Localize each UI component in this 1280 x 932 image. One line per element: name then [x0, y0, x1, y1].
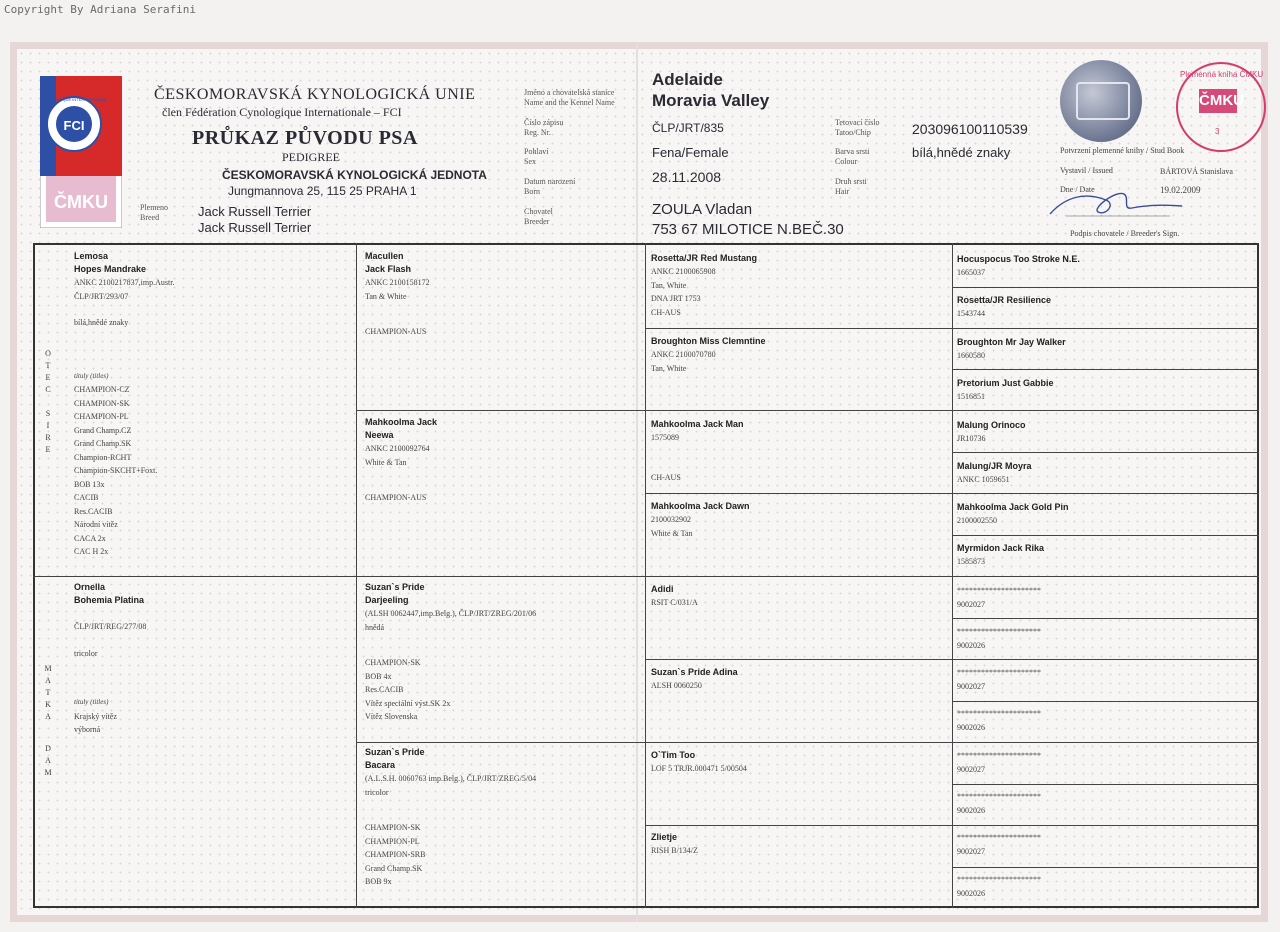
signature: [1046, 186, 1186, 222]
issued-value: BÁRTOVÁ Stanislava: [1160, 167, 1233, 176]
gen4-cell: ********************* 9002026: [957, 875, 1041, 898]
born-label: Datum narození Born: [524, 177, 576, 196]
gen4-cell: Malung Orinoco JR10736: [957, 420, 1026, 443]
gen4-cell: ********************* 9002026: [957, 709, 1041, 732]
sex-label: Pohlaví Sex: [524, 147, 549, 166]
breed-value: Jack Russell Terrier Jack Russell Terrier: [198, 204, 312, 235]
gen4-cell: ********************* 9002026: [957, 627, 1041, 650]
org-name: ČESKOMORAVSKÁ KYNOLOGICKÁ UNIE: [154, 86, 476, 103]
reg-label: Číslo zápisu Reg. Nr.: [524, 118, 564, 137]
document-subtitle: PEDIGREE: [282, 150, 340, 164]
gen4-cell: ********************* 9002027: [957, 586, 1041, 609]
gen4-cell: Rosetta/JR Resilience 1543744: [957, 295, 1052, 318]
grid-line: [952, 535, 1259, 536]
logo-fci-text: FCI: [63, 118, 85, 133]
grid-line: [952, 369, 1259, 370]
gen3-cell: Rosetta/JR Red Mustang ANKC 2100065908 Tan, White DNA JRT 1753 CH-AUS: [651, 253, 758, 317]
gen3-cell: Mahkoolma Jack Man 1575089 CH-AUS: [651, 419, 744, 482]
grid-line: [952, 287, 1259, 288]
gen3-cell: Broughton Miss Clemntine ANKC 2100070780 Tan, White: [651, 336, 766, 373]
grid-line: [645, 493, 1259, 494]
gen4-cell: ********************* 9002027: [957, 833, 1041, 856]
dog-name: Adelaide Moravia Valley: [652, 70, 770, 110]
grid-line: [645, 328, 1259, 329]
grid-line: [952, 452, 1259, 453]
date-label: Dne / Date: [1060, 185, 1095, 194]
dam-dam-cell: Suzan`s Pride Bacara (A.L.S.H. 0060763 imp.Belg.), ČLP/JRT/ZREG/5/04 tricolor CHAMPION-SK CHAMPION-PL CHAMPION-SRB Grand Champ.SK BOB 9x: [365, 747, 537, 886]
issued-label: Vystavil / Issued: [1060, 166, 1113, 175]
colour-value: bílá,hnědé znaky: [912, 145, 1011, 160]
gen4-cell: Myrmidon Jack Rika 1585873: [957, 543, 1045, 566]
org-membership: člen Fédération Cynologique Internationale – FCI: [162, 105, 402, 119]
gen3-cell: Adidi RSIT C/031/A: [651, 584, 698, 607]
gen4-cell: ********************* 9002027: [957, 751, 1041, 774]
grid-line: [356, 742, 1259, 743]
tattoo-value: 203096100110539: [912, 121, 1028, 137]
grid-line: [952, 243, 953, 908]
sex-value: Fena/Female: [652, 145, 729, 160]
breeder-label: Chovatel Breeder: [524, 207, 553, 226]
grid-line: [33, 576, 1259, 577]
signature-label: Podpis chovatele / Breeder's Sign.: [1070, 229, 1180, 238]
grid-line: [952, 701, 1259, 702]
grid-line: [952, 618, 1259, 619]
hair-label: Druh srsti Hair: [835, 177, 867, 196]
colour-label: Barva srsti Colour: [835, 147, 870, 166]
copyright-text: Copyright By Adriana Serafini: [4, 3, 197, 16]
gen4-cell: Malung/JR Moyra ANKC 1059651: [957, 461, 1032, 484]
grid-line: [645, 659, 1259, 660]
reg-value: ČLP/JRT/835: [652, 121, 724, 135]
sire-dam-cell: Mahkoolma Jack Neewa ANKC 2100092764 White & Tan CHAMPION-AUS: [365, 417, 438, 502]
dam-cell: Ornella Bohemia Platina ČLP/JRT/REG/277/08 tricolor tituly (titles) Krajský vítěz výborná: [74, 582, 147, 734]
stamp-logo: ČMKU: [1199, 89, 1237, 113]
hologram-emblem: [1076, 82, 1130, 120]
sire-sire-cell: Macullen Jack Flash ANKC 2100158172 Tan & White CHAMPION-AUS: [365, 251, 430, 336]
club-address: Jungmannova 25, 115 25 PRAHA 1: [228, 184, 417, 198]
dam-side-label: M A T K A D A M: [44, 664, 52, 777]
sire-side-label: O T E C S I R E: [45, 349, 51, 454]
studbook-label: Potvrzení plemenné knihy / Stud Book: [1060, 146, 1185, 155]
gen4-cell: Mahkoolma Jack Gold Pin 2100002550: [957, 502, 1069, 525]
grid-line: [952, 784, 1259, 785]
born-value: 28.11.2008: [652, 169, 722, 185]
grid-line: [356, 243, 357, 908]
grid-line: [952, 867, 1259, 868]
stamp-text: Plemenná kniha ČMKU: [1180, 70, 1264, 79]
fci-cmku-logo: [40, 76, 122, 228]
logo-ring-text: CYNOLOGIQUE INTERNATIONALE: [41, 97, 107, 102]
dam-sire-cell: Suzan`s Pride Darjeeling (ALSH 0062447,imp.Belg.), ČLP/JRT/ZREG/201/06 hnědá CHAMPION-SK BOB 4x Res.CACIB Vítěz speciální výst.SK 2x Vítěz Slovenska: [365, 582, 537, 721]
gen3-cell: Mahkoolma Jack Dawn 2100032902 White & Tan: [651, 501, 750, 538]
document-title: PRŮKAZ PŮVODU PSA: [192, 127, 418, 149]
gen4-cell: Pretorium Just Gabbie 1516851: [957, 378, 1054, 401]
club-name: ČESKOMORAVSKÁ KYNOLOGICKÁ JEDNOTA: [222, 168, 487, 182]
gen4-cell: ********************* 9002027: [957, 668, 1041, 691]
logo-cmku-text: ČMKU: [54, 192, 108, 212]
breed-label: Plemeno Breed: [140, 203, 168, 222]
stamp-number: 3: [1215, 127, 1220, 136]
tattoo-label: Tetovací číslo Tatoo/Chip: [835, 118, 880, 137]
gen4-cell: Broughton Mr Jay Walker 1660580: [957, 337, 1066, 360]
gen4-cell: ********************* 9002026: [957, 792, 1041, 815]
sire-cell: Lemosa Hopes Mandrake ANKC 2100217837,imp.Austr. ČLP/JRT/293/07 bílá,hnědé znaky tituly (titles) CHAMPION-CZ CHAMPION-SK CHAMPION-PL Grand Champ.CZ Grand Champ.SK Champion-RCHT Champion-SKCHT+Foxt. BOB 13x CACIB Res.CACIB Národní vítěz CACA 2x CAC H 2x: [74, 251, 175, 556]
grid-line: [645, 825, 1259, 826]
gen3-cell: O`Tim Too LOF 5 TRJR.000471 5/00504: [651, 750, 747, 773]
gen3-cell: Suzan`s Pride Adina ALSH 0060250: [651, 667, 738, 690]
name-label: Jméno a chovatelská stanice Name and the Kennel Name: [524, 88, 615, 107]
breeder-value: ZOULA Vladan 753 67 MILOTICE N.BEČ.30: [652, 201, 844, 238]
grid-line: [645, 243, 646, 908]
gen4-cell: Hocuspocus Too Stroke N.E. 1665037: [957, 254, 1080, 277]
grid-line: [356, 410, 1259, 411]
date-value: 19.02.2009: [1160, 185, 1201, 195]
gen3-cell: Zlietje RISH B/134/Z: [651, 832, 698, 855]
